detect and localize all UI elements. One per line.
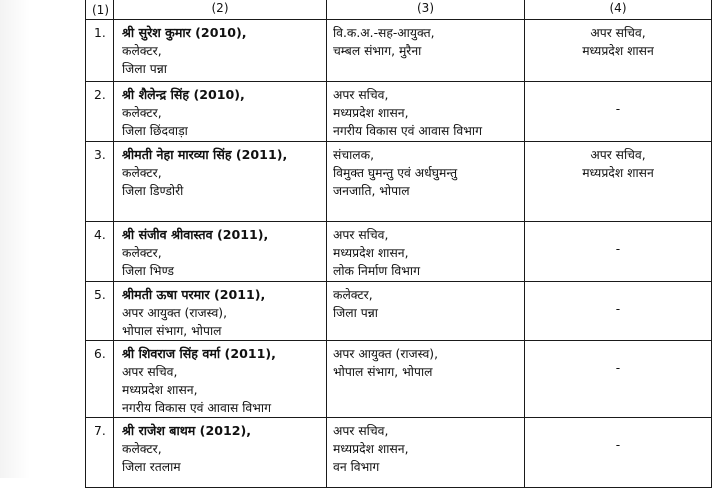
officer-name: श्री शैलेन्द्र सिंह (2010), — [122, 87, 245, 102]
officer-name: श्रीमती ऊषा परमार (2011), — [122, 287, 266, 302]
table-row — [86, 418, 712, 488]
row-number: 7. — [94, 424, 106, 438]
current-posting-line: जिला रतलाम — [122, 460, 181, 474]
current-posting-line: जिला भिण्ड — [122, 264, 174, 278]
additional-charge-line: मध्यप्रदेश शासन — [582, 166, 654, 180]
column-header-2: (2) — [114, 0, 327, 20]
officer-cell — [114, 82, 327, 142]
row-number-cell — [86, 418, 114, 488]
current-posting-line: कलेक्टर, — [122, 166, 162, 180]
row-number: 2. — [94, 88, 106, 102]
column-header-3: (3) — [327, 0, 525, 20]
additional-charge-cell — [525, 222, 712, 282]
additional-charge-line: मध्यप्रदेश शासन — [582, 44, 654, 58]
current-posting-line: जिला डिण्डोरी — [122, 184, 184, 198]
new-posting-line: अपर सचिव, — [333, 228, 389, 242]
empty-dash: - — [615, 361, 621, 375]
table-row — [86, 341, 712, 418]
current-posting-line: कलेक्टर, — [122, 442, 162, 456]
additional-charge-cell — [525, 418, 712, 488]
current-posting-line: कलेक्टर, — [122, 44, 162, 58]
new-posting-line: अपर आयुक्त (राजस्व), — [333, 347, 438, 361]
table-row — [86, 222, 712, 282]
table-row — [86, 20, 712, 82]
additional-charge-cell — [525, 341, 712, 418]
row-number-cell — [86, 222, 114, 282]
new-posting-line: भोपाल संभाग, भोपाल — [333, 365, 433, 379]
officer-name: श्री शिवराज सिंह वर्मा (2011), — [122, 346, 276, 361]
page-shadow — [0, 0, 30, 478]
row-number: 1. — [94, 26, 106, 40]
officer-cell — [114, 222, 327, 282]
additional-charge-line: अपर सचिव, — [590, 26, 646, 40]
row-number: 3. — [94, 148, 106, 162]
new-posting-cell — [327, 82, 525, 142]
additional-charge-cell — [525, 20, 712, 82]
table-row — [86, 82, 712, 142]
new-posting-cell — [327, 418, 525, 488]
row-number: 4. — [94, 228, 106, 242]
empty-dash: - — [615, 102, 621, 116]
empty-dash: - — [615, 242, 621, 256]
new-posting-line: मध्यप्रदेश शासन, — [333, 442, 409, 456]
new-posting-cell — [327, 222, 525, 282]
row-number-cell — [86, 82, 114, 142]
officer-cell — [114, 341, 327, 418]
new-posting-cell — [327, 142, 525, 222]
new-posting-line: वन विभाग — [333, 460, 380, 474]
table-body — [86, 0, 712, 488]
officer-cell — [114, 142, 327, 222]
current-posting-line: जिला छिंदवाड़ा — [122, 124, 188, 138]
new-posting-line: वि.क.अ.-सह-आयुक्त, — [333, 26, 435, 40]
officer-name: श्रीमती नेहा मारव्या सिंह (2011), — [122, 147, 288, 162]
transfer-order-table — [85, 0, 712, 488]
table-row — [86, 142, 712, 222]
current-posting-line: मध्यप्रदेश शासन, — [122, 383, 198, 397]
new-posting-line: कलेक्टर, — [333, 288, 373, 302]
officer-name: श्री सुरेश कुमार (2010), — [122, 25, 247, 40]
new-posting-line: मध्यप्रदेश शासन, — [333, 106, 409, 120]
row-number-cell — [86, 341, 114, 418]
new-posting-line: चम्बल संभाग, मुरैना — [333, 44, 422, 58]
current-posting-line: कलेक्टर, — [122, 106, 162, 120]
new-posting-line: लोक निर्माण विभाग — [333, 264, 420, 278]
row-number-cell — [86, 20, 114, 82]
header-row — [86, 0, 712, 20]
new-posting-line: अपर सचिव, — [333, 424, 389, 438]
officer-cell — [114, 20, 327, 82]
current-posting-line: जिला पन्ना — [122, 62, 167, 76]
empty-dash: - — [615, 438, 621, 452]
new-posting-line: विमुक्त घुमन्तु एवं अर्धघुमन्तु — [333, 166, 458, 180]
column-header-1: (1) — [86, 0, 114, 20]
current-posting-line: कलेक्टर, — [122, 246, 162, 260]
new-posting-cell — [327, 282, 525, 341]
additional-charge-line: अपर सचिव, — [590, 148, 646, 162]
row-number-cell — [86, 142, 114, 222]
table-row — [86, 282, 712, 341]
additional-charge-cell — [525, 282, 712, 341]
current-posting-line: अपर सचिव, — [122, 365, 178, 379]
row-number: 6. — [94, 347, 106, 361]
current-posting-line: अपर आयुक्त (राजस्व), — [122, 306, 227, 320]
current-posting-line: भोपाल संभाग, भोपाल — [122, 324, 222, 338]
new-posting-cell — [327, 20, 525, 82]
column-header-4: (4) — [525, 0, 712, 20]
new-posting-line: जनजाति, भोपाल — [333, 184, 410, 198]
new-posting-line: जिला पन्ना — [333, 306, 378, 320]
row-number-cell — [86, 282, 114, 341]
new-posting-line: मध्यप्रदेश शासन, — [333, 246, 409, 260]
additional-charge-cell — [525, 142, 712, 222]
officer-name: श्री संजीव श्रीवास्तव (2011), — [122, 227, 269, 242]
officer-cell — [114, 418, 327, 488]
officer-cell — [114, 282, 327, 341]
additional-charge-cell — [525, 82, 712, 142]
new-posting-line: नगरीय विकास एवं आवास विभाग — [333, 124, 483, 138]
row-number: 5. — [94, 288, 106, 302]
new-posting-cell — [327, 341, 525, 418]
new-posting-line: अपर सचिव, — [333, 88, 389, 102]
transfer-order-table-frame — [85, 0, 711, 486]
new-posting-line: संचालक, — [333, 148, 374, 162]
empty-dash: - — [615, 302, 621, 316]
officer-name: श्री राजेश बाथम (2012), — [122, 423, 252, 438]
current-posting-line: नगरीय विकास एवं आवास विभाग — [122, 401, 272, 415]
